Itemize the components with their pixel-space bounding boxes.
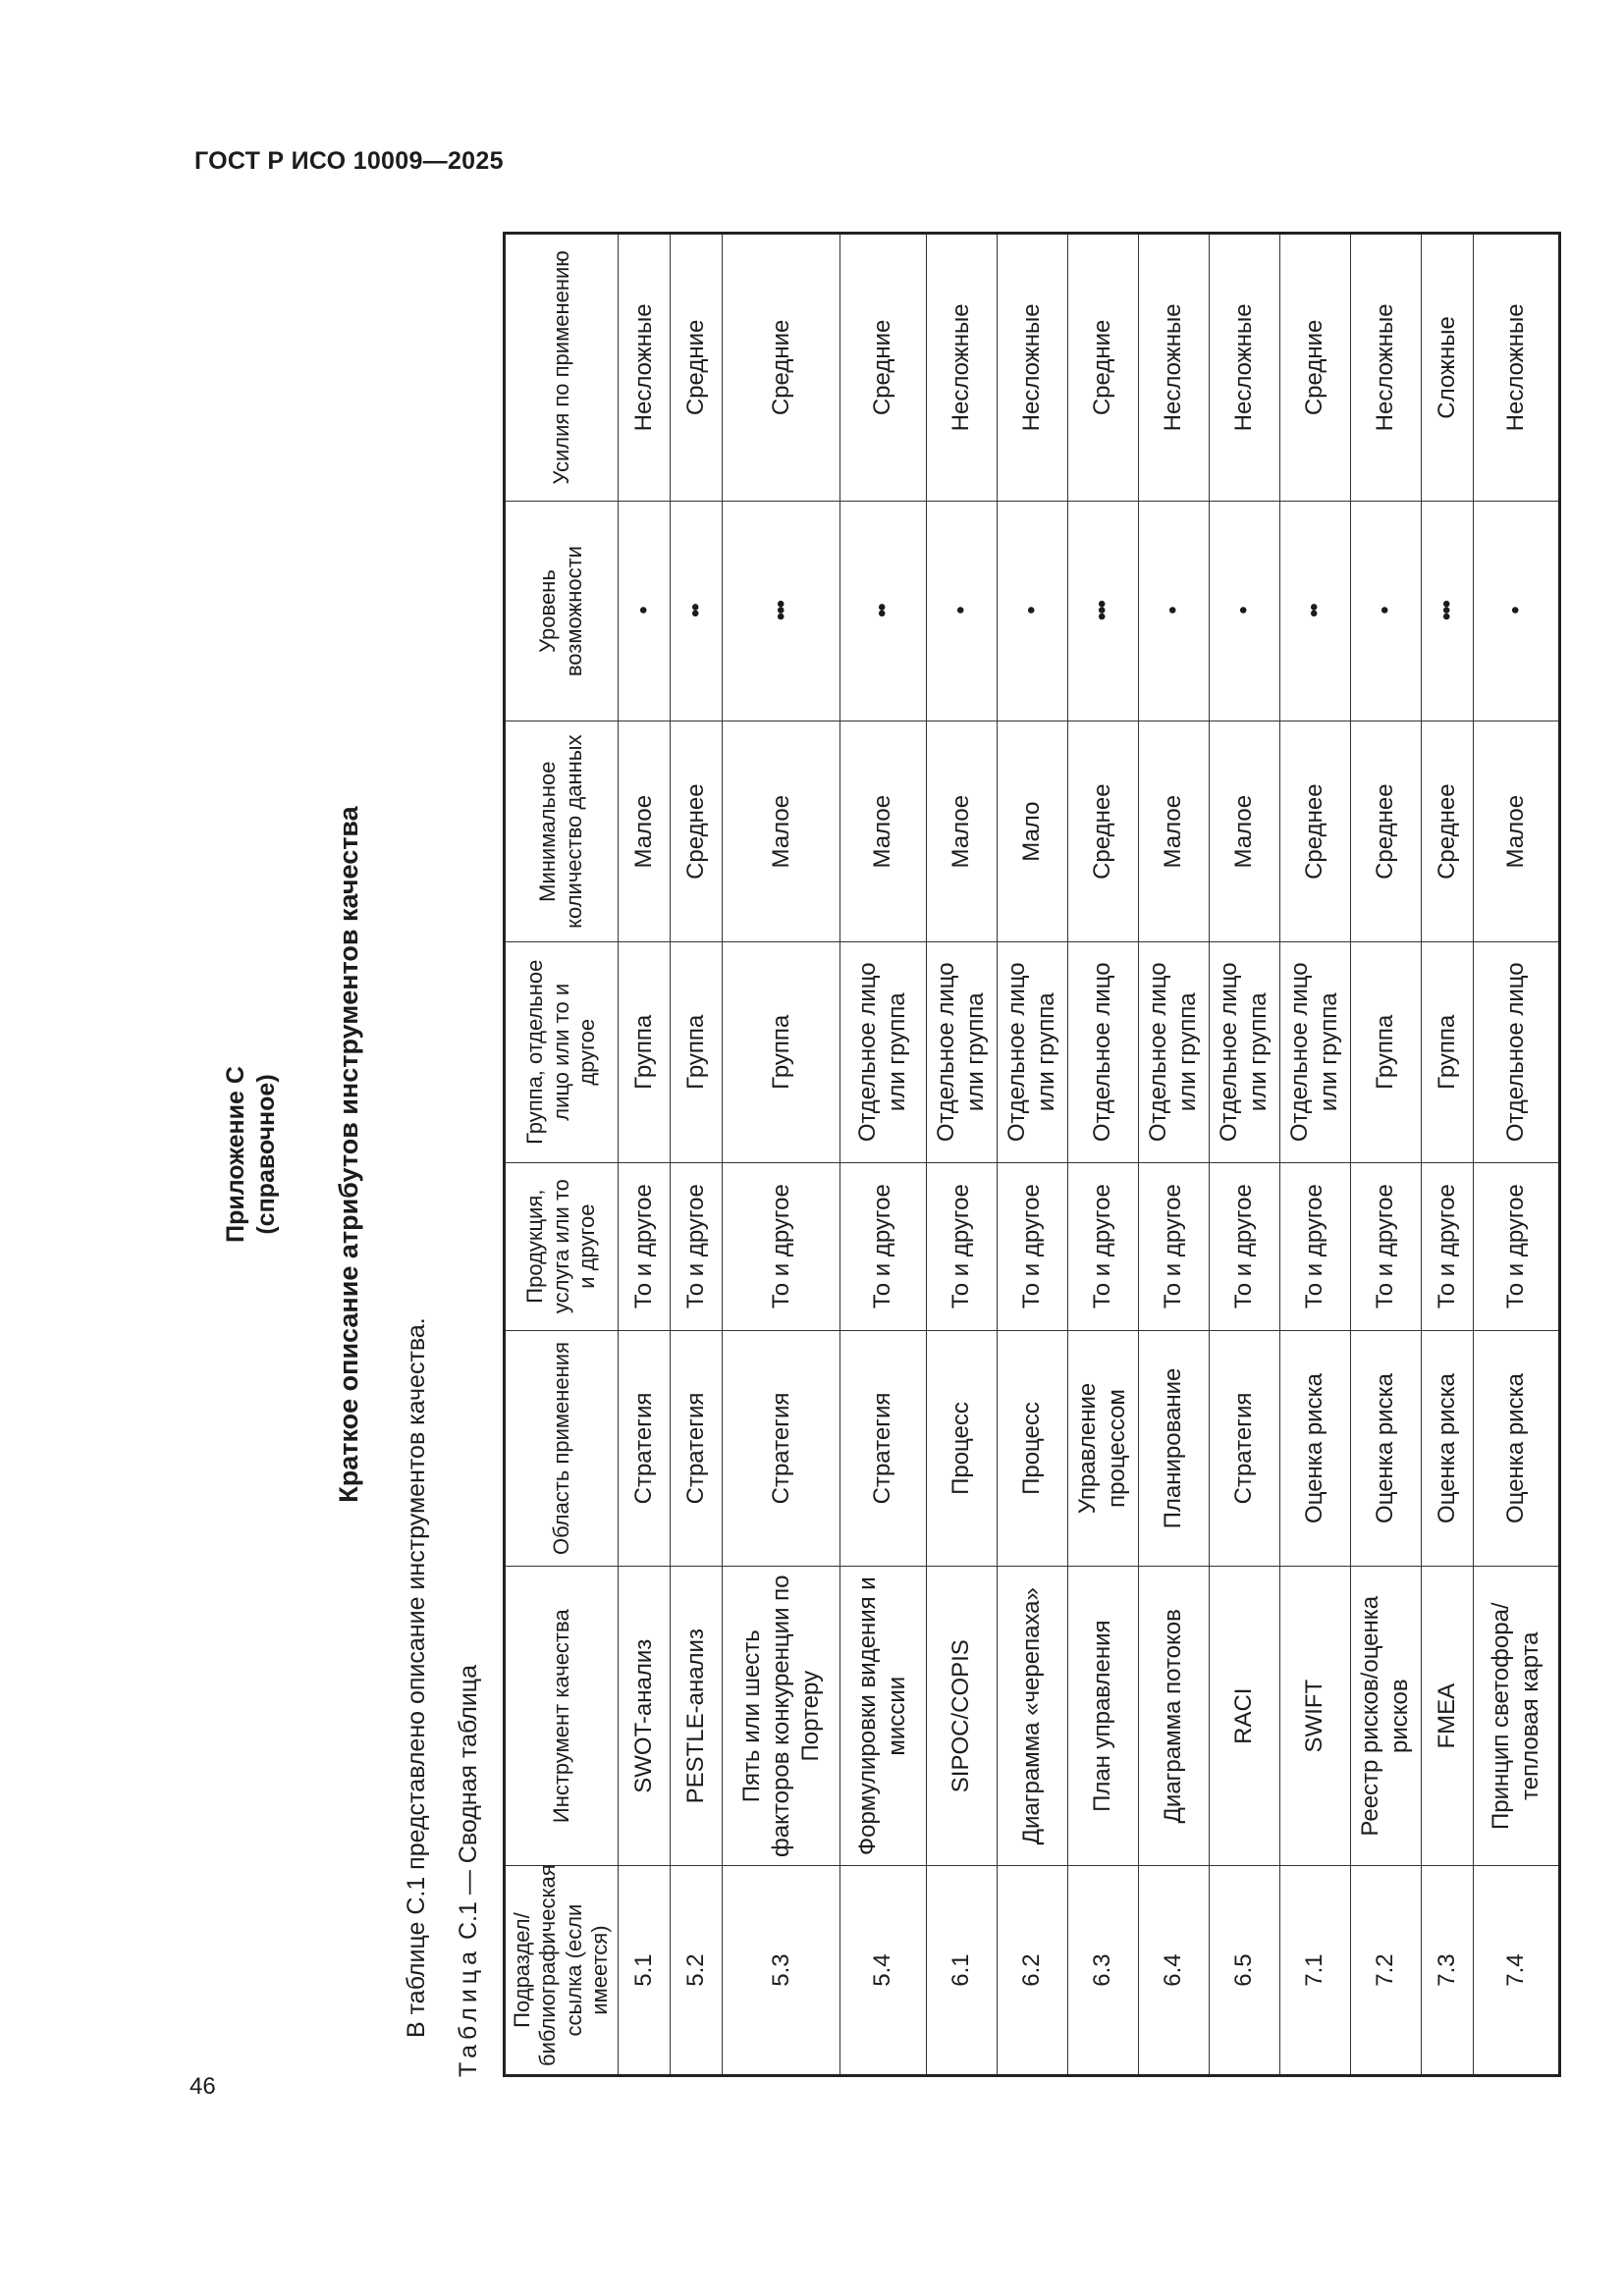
cell-product: То и другое bbox=[1067, 1162, 1138, 1330]
cell-group: Группа bbox=[670, 941, 722, 1162]
cell-capability: •• bbox=[840, 501, 927, 721]
header-capability-level: Уровень возможности bbox=[505, 501, 619, 721]
table-row bbox=[926, 234, 997, 2076]
header-quality-tool: Инструмент качества bbox=[505, 1567, 619, 1866]
cell-group: Отдельное лицо bbox=[1474, 941, 1560, 1162]
cell-subsection: 7.4 bbox=[1474, 1866, 1560, 2076]
cell-effort: Несложные bbox=[618, 234, 670, 502]
cell-effort: Средние bbox=[670, 234, 722, 502]
cell-subsection: 5.1 bbox=[618, 1866, 670, 2076]
table-row bbox=[1421, 234, 1473, 2076]
cell-area: Планирование bbox=[1138, 1330, 1209, 1567]
table-caption-label: Таблица bbox=[455, 1946, 482, 2077]
cell-product: То и другое bbox=[1350, 1162, 1421, 1330]
cell-capability: • bbox=[618, 501, 670, 721]
cell-product: То и другое bbox=[670, 1162, 722, 1330]
summary-table-area bbox=[503, 232, 1561, 2077]
cell-effort: Несложные bbox=[997, 234, 1067, 502]
cell-tool: RACI bbox=[1209, 1567, 1279, 1866]
cell-effort: Несложные bbox=[1138, 234, 1209, 502]
cell-subsection: 6.3 bbox=[1067, 1866, 1138, 2076]
cell-subsection: 6.4 bbox=[1138, 1866, 1209, 2076]
annex-subtitle: (справочное) bbox=[252, 1074, 280, 1235]
cell-min-data: Среднее bbox=[1067, 721, 1138, 942]
cell-effort: Сложные bbox=[1421, 234, 1473, 502]
rotated-landscape-content bbox=[196, 232, 1544, 2077]
section-title: Краткое описание атрибутов инструментов качества bbox=[334, 806, 363, 1503]
cell-min-data: Среднее bbox=[1350, 721, 1421, 942]
cell-subsection: 5.3 bbox=[723, 1866, 840, 2076]
cell-effort: Средние bbox=[1067, 234, 1138, 502]
cell-min-data: Малое bbox=[926, 721, 997, 942]
cell-product: То и другое bbox=[840, 1162, 927, 1330]
cell-area: Стратегия bbox=[840, 1330, 927, 1567]
cell-group: Отдельное лицо или группа bbox=[997, 941, 1067, 1162]
cell-effort: Средние bbox=[723, 234, 840, 502]
cell-area: Стратегия bbox=[1209, 1330, 1279, 1567]
cell-product: То и другое bbox=[1209, 1162, 1279, 1330]
cell-tool: PESTLE-анализ bbox=[670, 1567, 722, 1866]
cell-group: Группа bbox=[1421, 941, 1473, 1162]
cell-group: Отдельное лицо или группа bbox=[840, 941, 927, 1162]
cell-product: То и другое bbox=[1474, 1162, 1560, 1330]
table-row bbox=[670, 234, 722, 2076]
cell-group: Отдельное лицо bbox=[1067, 941, 1138, 1162]
cell-min-data: Среднее bbox=[1279, 721, 1350, 942]
cell-tool: SWOT-анализ bbox=[618, 1567, 670, 1866]
cell-min-data: Малое bbox=[723, 721, 840, 942]
cell-subsection: 6.2 bbox=[997, 1866, 1067, 2076]
summary-table bbox=[503, 232, 1561, 2077]
table-row bbox=[1209, 234, 1279, 2076]
cell-subsection: 6.5 bbox=[1209, 1866, 1279, 2076]
cell-effort: Несложные bbox=[926, 234, 997, 502]
cell-subsection: 7.2 bbox=[1350, 1866, 1421, 2076]
cell-subsection: 5.4 bbox=[840, 1866, 927, 2076]
cell-tool: Реестр рисков/оценка рисков bbox=[1350, 1567, 1421, 1866]
cell-subsection: 7.1 bbox=[1279, 1866, 1350, 2076]
cell-group: Отдельное лицо или группа bbox=[1279, 941, 1350, 1162]
cell-area: Стратегия bbox=[723, 1330, 840, 1567]
cell-min-data: Малое bbox=[840, 721, 927, 942]
cell-group: Отдельное лицо или группа bbox=[926, 941, 997, 1162]
table-row bbox=[618, 234, 670, 2076]
cell-capability: •• bbox=[670, 501, 722, 721]
cell-product: То и другое bbox=[618, 1162, 670, 1330]
cell-subsection: 5.2 bbox=[670, 1866, 722, 2076]
header-product-service: Продукция, услуга или то и другое bbox=[505, 1162, 619, 1330]
cell-subsection: 7.3 bbox=[1421, 1866, 1473, 2076]
cell-effort: Несложные bbox=[1209, 234, 1279, 502]
cell-product: То и другое bbox=[1421, 1162, 1473, 1330]
cell-effort: Несложные bbox=[1474, 234, 1560, 502]
cell-capability: ••• bbox=[723, 501, 840, 721]
table-row bbox=[1279, 234, 1350, 2076]
cell-group: Отдельное лицо или группа bbox=[1209, 941, 1279, 1162]
cell-tool: Формулировки видения и миссии bbox=[840, 1567, 927, 1866]
cell-product: То и другое bbox=[926, 1162, 997, 1330]
cell-capability: •• bbox=[1279, 501, 1350, 721]
cell-effort: Средние bbox=[1279, 234, 1350, 502]
cell-capability: • bbox=[926, 501, 997, 721]
header-subsection: Подраздел/ библиографическая ссылка (если имеется) bbox=[505, 1866, 619, 2076]
document-code-header: ГОСТ Р ИСО 10009—2025 bbox=[194, 147, 504, 175]
cell-area: Оценка риска bbox=[1350, 1330, 1421, 1567]
cell-capability: ••• bbox=[1421, 501, 1473, 721]
table-row bbox=[1067, 234, 1138, 2076]
cell-capability: • bbox=[1350, 501, 1421, 721]
annex-title: Приложение С bbox=[222, 1066, 249, 1243]
cell-tool: FMEA bbox=[1421, 1567, 1473, 1866]
cell-capability: • bbox=[1138, 501, 1209, 721]
cell-group: Отдельное лицо или группа bbox=[1138, 941, 1209, 1162]
header-min-data: Минимальное количество данных bbox=[505, 721, 619, 942]
cell-product: То и другое bbox=[1138, 1162, 1209, 1330]
cell-tool: Принцип светофора/ тепловая карта bbox=[1474, 1567, 1560, 1866]
cell-area: Стратегия bbox=[670, 1330, 722, 1567]
cell-min-data: Малое bbox=[618, 721, 670, 942]
cell-capability: • bbox=[1209, 501, 1279, 721]
cell-min-data: Малое bbox=[1474, 721, 1560, 942]
table-row bbox=[1350, 234, 1421, 2076]
cell-group: Группа bbox=[618, 941, 670, 1162]
cell-area: Оценка риска bbox=[1474, 1330, 1560, 1567]
cell-min-data: Малое bbox=[1209, 721, 1279, 942]
cell-tool: План управления bbox=[1067, 1567, 1138, 1866]
cell-group: Группа bbox=[1350, 941, 1421, 1162]
cell-area: Управление процессом bbox=[1067, 1330, 1138, 1567]
cell-effort: Несложные bbox=[1350, 234, 1421, 502]
table-header-row bbox=[505, 234, 619, 2076]
cell-tool: Диаграмма «черепаха» bbox=[997, 1567, 1067, 1866]
page-number: 46 bbox=[189, 2073, 216, 2100]
header-group-individual: Группа, отдельное лицо или то и другое bbox=[505, 941, 619, 1162]
cell-capability: ••• bbox=[1067, 501, 1138, 721]
cell-product: То и другое bbox=[997, 1162, 1067, 1330]
cell-area: Оценка риска bbox=[1421, 1330, 1473, 1567]
cell-capability: • bbox=[1474, 501, 1560, 721]
cell-effort: Средние bbox=[840, 234, 927, 502]
header-application-area: Область применения bbox=[505, 1330, 619, 1567]
table-caption bbox=[455, 1665, 483, 2077]
cell-tool: Пять или шесть факторов конкуренции по Портеру bbox=[723, 1567, 840, 1866]
header-effort: Усилия по применению bbox=[505, 234, 619, 502]
intro-paragraph: В таблице С.1 представлено описание инструментов качества. bbox=[403, 1317, 430, 2038]
table-caption-text: С.1 — Сводная таблица bbox=[455, 1664, 482, 1941]
table-row bbox=[1138, 234, 1209, 2076]
cell-min-data: Среднее bbox=[1421, 721, 1473, 942]
cell-area: Стратегия bbox=[618, 1330, 670, 1567]
cell-tool: SWIFT bbox=[1279, 1567, 1350, 1866]
cell-area: Оценка риска bbox=[1279, 1330, 1350, 1567]
table-row bbox=[723, 234, 840, 2076]
cell-area: Процесс bbox=[997, 1330, 1067, 1567]
cell-area: Процесс bbox=[926, 1330, 997, 1567]
cell-product: То и другое bbox=[1279, 1162, 1350, 1330]
cell-min-data: Малое bbox=[1138, 721, 1209, 942]
table-row bbox=[997, 234, 1067, 2076]
cell-capability: • bbox=[997, 501, 1067, 721]
cell-group: Группа bbox=[723, 941, 840, 1162]
table-row bbox=[840, 234, 927, 2076]
cell-tool: SIPOC/COPIS bbox=[926, 1567, 997, 1866]
table-row bbox=[1474, 234, 1560, 2076]
cell-tool: Диаграмма потоков bbox=[1138, 1567, 1209, 1866]
cell-product: То и другое bbox=[723, 1162, 840, 1330]
cell-min-data: Мало bbox=[997, 721, 1067, 942]
cell-min-data: Среднее bbox=[670, 721, 722, 942]
cell-subsection: 6.1 bbox=[926, 1866, 997, 2076]
